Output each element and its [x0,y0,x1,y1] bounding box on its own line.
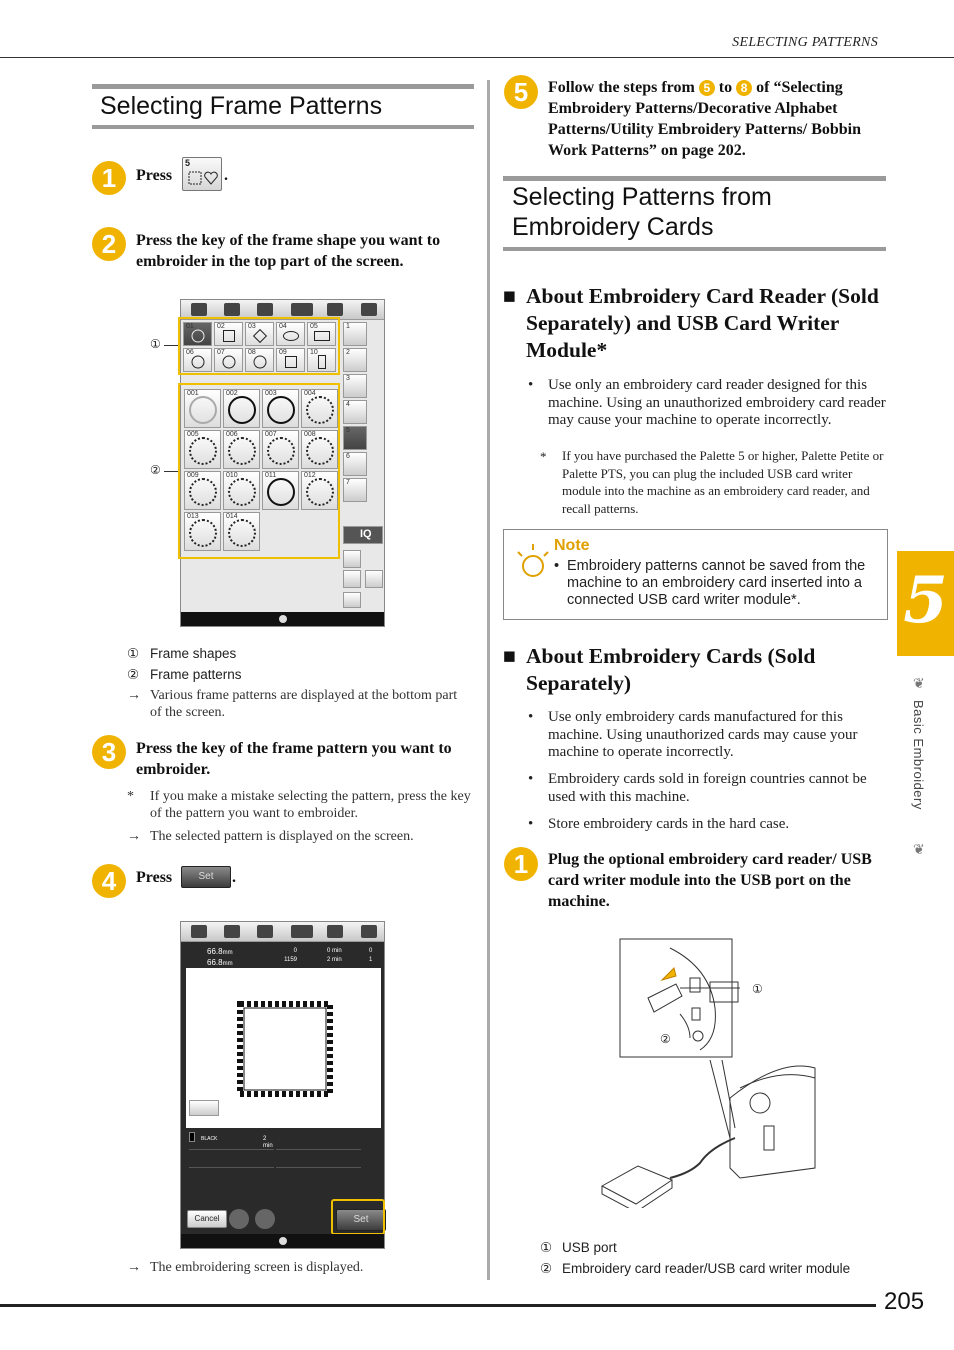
stitch-readout: 0 1159 [284,948,297,963]
camera-icon[interactable] [191,303,207,316]
frame-patterns-highlight [178,383,340,559]
legend2-mark-1: ① [540,1240,553,1255]
step-1-text: Press [136,167,173,184]
note-bullet: • [554,558,560,574]
thread-swatch [189,1132,195,1142]
time-readout: 0 min 2 min [327,948,342,963]
fig-callout-2: ② [660,1032,671,1046]
set-key-icon: Set [181,866,231,888]
legend1-frame-patterns: Frame patterns [150,667,242,682]
legend1-mark-2: ② [127,667,140,682]
bullet-dot: • [528,709,534,725]
step-1-period: . [224,167,228,184]
memory-icon-2[interactable] [224,925,240,938]
sub1-footnote: If you have purchased the Palette 5 or higher, Palette Petite or Palette PTS, you can plug the included USB card writer module into the machine as an embroidery card reader, and recall patterns. [562,448,884,516]
sub1-title-l3: Module* [526,338,608,362]
lock-icon-2[interactable] [327,925,343,938]
home-icon[interactable] [361,303,377,316]
home-icon-2[interactable] [361,925,377,938]
sub1-footnote-mark: * [540,449,547,464]
section2-bar-bottom [503,247,886,251]
frame-selection-screen [180,299,385,627]
legend2-mark-2: ② [540,1261,553,1276]
category-num: 1 [346,323,350,330]
divider [276,1167,361,1168]
lock-icon[interactable] [327,303,343,316]
step-2-badge: 2 [92,227,126,261]
callout-1: ① [150,337,161,351]
set-highlight [331,1199,385,1235]
pattern-category-button[interactable] [343,426,367,450]
category-num: 2 [346,349,350,356]
note-text: Embroidery patterns cannot be saved from the machine to an embroidery card inserted into a connected USB card writer module*. [567,558,866,608]
step-4-result-mark: → [127,1260,141,1275]
screen2-toolbar [181,922,384,942]
help-icon-2[interactable] [257,925,273,938]
step-1-badge: 1 [92,161,126,195]
callout-2: ② [150,463,161,477]
frame-pattern-num: 014 [226,513,238,520]
category-num: 5 [346,427,350,434]
step-4-badge: 4 [92,864,126,898]
sub2-marker: ■ [503,644,516,668]
column-divider [487,80,490,1280]
usb-card-reader-illustration [590,938,820,1208]
frame-pattern-num: 013 [187,513,199,520]
chapter-number: 5 [903,563,948,638]
category-num: 7 [346,479,350,486]
category-num: 6 [346,453,350,460]
footer-rule [0,1304,876,1307]
note-label: Note [554,537,590,554]
divider [189,1167,274,1168]
step-4-period: . [232,869,236,886]
frame-shape-num: 04 [279,323,287,330]
frame-key-icon [182,157,222,191]
bullet-dot: • [528,816,534,832]
sub1-title-l2: Separately) and USB Card Writer [526,311,840,335]
memory-icon[interactable] [224,303,240,316]
step-3-result: The selected pattern is displayed on the screen. [150,829,414,844]
step-4-text: Press [136,869,173,886]
frame-shapes-highlight [178,317,340,375]
sub1-marker: ■ [503,284,516,308]
header-rule [0,57,954,58]
legend1-mark-1: ① [127,646,140,661]
section2-bar-top [503,176,886,181]
pattern-category-button[interactable] [343,478,367,502]
sub2-bullet-1: Use only embroidery cards manufactured for this machine. Using unauthorized cards may cause your machine to operate incorrectly. [548,709,858,760]
bullet-dot: • [528,377,534,393]
frame-pattern-num: 002 [226,390,238,397]
pattern-category-button[interactable] [343,348,367,372]
divider [276,1149,361,1150]
camera-icon-2[interactable] [191,925,207,938]
frame-shape-num: 10 [310,349,318,356]
page-number: 205 [884,1288,925,1315]
thread-time: 2 min [263,1136,273,1149]
ornament-icon: ❦ [913,843,925,858]
running-head: SELECTING PATTERNS [732,35,878,50]
embroidery-edit-screen [180,921,385,1249]
step-3-text: Press the key of the frame pattern you want to embroider. [136,740,452,778]
section-title-cards-l2: Embroidery Cards [512,213,714,241]
iq-designer-button[interactable]: IQ [343,526,383,544]
chapter-side-label: Basic Embroidery [911,700,926,810]
frame-shape-num: 02 [217,323,225,330]
bullet-dot: • [528,771,534,787]
frame-pattern-num: 007 [265,431,277,438]
edit-icon[interactable] [229,1209,249,1229]
step-4-result: The embroidering screen is displayed. [150,1260,364,1275]
thread-name: BLACK [201,1136,218,1142]
legend1-arrow: → [127,688,141,703]
frame-pattern-num: 008 [304,431,316,438]
usb2-icon[interactable] [365,570,383,588]
legend1-frame-shapes: Frame shapes [150,646,237,661]
frame-pattern-num: 003 [265,390,277,397]
step-5-text: Follow the steps from 5 to 8 of “Selecting Embroidery Patterns/Decorative Alphabet Patterns/Utility Embroidery Patterns/ Bobbin Work Patterns” on page 202. [548,79,862,159]
lightbulb-icon [512,540,552,582]
settings-icon-2[interactable] [291,925,313,938]
frame-pattern-num: 001 [187,390,199,397]
step-ref-5-icon: 5 [699,80,715,96]
frame-heart-icon [183,158,221,190]
frame-pattern-num: 006 [226,431,238,438]
section-title-cards-l1: Selecting Patterns from [512,183,772,211]
step-5-badge: 5 [504,75,538,109]
sub2-title-l2: Separately) [526,671,632,695]
usb-icon[interactable] [343,570,361,588]
scan-icon[interactable] [343,550,361,568]
set-button[interactable]: Set [336,1209,386,1231]
sub2-bullet-2: Embroidery cards sold in foreign countries cannot be used with this machine. [548,771,867,805]
pattern-category-button[interactable] [343,400,367,424]
pattern-category-button[interactable] [343,452,367,476]
home-dot-icon-2[interactable] [279,1237,287,1245]
frame-shape-num: 07 [217,349,225,356]
frame-shape-num: 03 [248,323,256,330]
category-num: 4 [346,401,350,408]
chapter-tab [897,551,954,656]
step-3-result-mark: → [127,829,141,844]
color-readout: 0 1 [369,948,373,963]
right-step-1-text: Plug the optional embroidery card reader/ USB card writer module into the USB port on the machine. [548,851,872,910]
step-3-note-mark: * [127,789,134,804]
ornament-icon: ❦ [913,677,925,692]
settings-icon[interactable] [291,303,313,316]
frame-pattern-num: 012 [304,472,316,479]
frame-shape-num: 09 [279,349,287,356]
step-ref-8-icon: 8 [736,80,752,96]
embroidery-icon[interactable] [255,1209,275,1229]
sub1-title-l1: About Embroidery Card Reader (Sold [526,284,879,308]
sub2-bullet-3: Store embroidery cards in the hard case. [548,816,790,832]
frame-pattern-num: 011 [265,472,277,479]
step-3-note: If you make a mistake selecting the pattern, press the key of the pattern you want to embroider. [150,789,471,821]
legend1-result: Various frame patterns are displayed at the bottom part of the screen. [150,688,458,720]
frame-shape-num: 08 [248,349,256,356]
frame-pattern-num: 010 [226,472,238,479]
sub2-title-l1: About Embroidery Cards (Sold [526,644,816,668]
size-readout: 66.8mm 66.8mm [207,947,233,967]
frame-pattern-num: 009 [187,472,199,479]
help-icon[interactable] [257,303,273,316]
thread-color-button[interactable] [189,1100,219,1116]
right-step-1-badge: 1 [504,847,538,881]
step-3-badge: 3 [92,735,126,769]
screen2-bottom-bar [181,1234,384,1248]
legend2-card-reader: Embroidery card reader/USB card writer module [562,1261,851,1276]
section-bar-top [92,84,474,89]
callout-2-line [164,471,178,472]
screen-bottom-bar [181,612,384,626]
divider [189,1149,274,1150]
pattern-category-button[interactable] [343,322,367,346]
pattern-category-button[interactable] [343,374,367,398]
home-dot-icon[interactable] [279,615,287,623]
frame-pattern-num: 004 [304,390,316,397]
frame-shape-num: 06 [186,349,194,356]
cancel-button[interactable]: Cancel [187,1210,227,1228]
frame-pattern-num: 005 [187,431,199,438]
fig-callout-1: ① [752,982,763,996]
callout-1-line [164,345,178,346]
card-icon[interactable] [343,592,361,608]
step-2-text: Press the key of the frame shape you want to embroider in the top part of the screen. [136,232,441,270]
category-num: 3 [346,375,350,382]
frame-key-num: 5 [185,158,191,168]
section-title-frame-patterns: Selecting Frame Patterns [100,92,383,120]
legend2-usb-port: USB port [562,1240,617,1255]
frame-shape-num: 05 [310,323,318,330]
frame-shape-num: 01 [186,323,194,330]
sub1-bullet-1: Use only an embroidery card reader designed for this machine. Using an unauthorized embroidery card reader may cause your machine to operate incorrectly. [548,377,886,428]
section-bar-bottom [92,125,474,129]
